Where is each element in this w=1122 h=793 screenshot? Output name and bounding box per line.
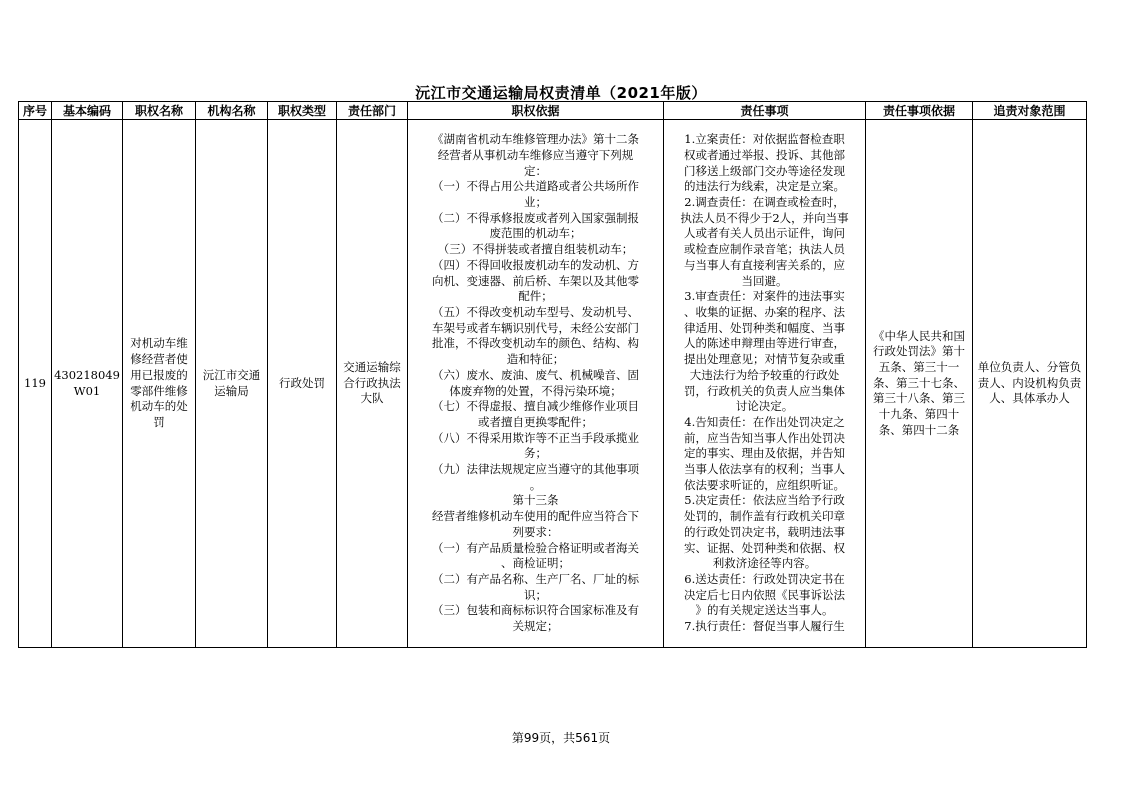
- basis-text-line: （四）不得回收报废机动车的发动机、方: [432, 257, 639, 272]
- basis-text-line: 业；: [524, 195, 547, 210]
- duty-text-line: 、收集的证据、办案的程序、法: [684, 304, 845, 319]
- header-code: 基本编码: [52, 102, 123, 120]
- header-org-name: 机构名称: [196, 102, 268, 120]
- basis-text-line: （三）不得拼装或者擅自组装机动车；: [437, 242, 634, 257]
- header-duty-basis: 责任事项依据: [866, 102, 973, 120]
- document-title: 沅江市交通运输局权责清单（2021年版）: [415, 84, 707, 102]
- basis-text-line: （九）法律法规规定应当遵守的其他事项: [432, 462, 639, 477]
- header-basis: 职权依据: [408, 102, 664, 120]
- basis-text-line: 识；: [524, 587, 547, 602]
- header-department: 责任部门: [337, 102, 408, 120]
- duty-text-line: 4.告知责任：在作出处罚决定之: [684, 414, 845, 429]
- basis-text-line: 务；: [524, 446, 547, 461]
- duty-text-line: 当事人依法享有的权利；当事人: [684, 462, 845, 477]
- table-header-row: [19, 102, 1087, 120]
- duty-text-line: 的违法行为线索，决定是立案。: [684, 179, 845, 194]
- duty-text-line: 权或者通过举报、投诉、其他部: [684, 147, 845, 162]
- basis-text-line: （七）不得虚报、擅自减少维修作业项目: [432, 399, 639, 414]
- duty-text-line: 讨论决定。: [735, 399, 794, 414]
- basis-text-line: 或者擅自更换零配件；: [478, 414, 593, 429]
- basis-text-line: 定：: [524, 163, 547, 178]
- cell-power-name: 对机动车维修经营者使用已报废的零部件维修机动车的处罚: [123, 120, 196, 648]
- basis-text-line: 经营者维修机动车使用的配件应当符合下: [432, 509, 639, 524]
- cell-org-name: 沅江市交通运输局: [196, 120, 268, 648]
- duty-text-line: 依法要求听证的，应组织听证。: [684, 477, 845, 492]
- duty-text-line: 实、证据、处罚种类和依据、权: [684, 540, 845, 555]
- duty-text-line: 当回避。: [741, 273, 788, 288]
- basis-text-line: 《湖南省机动车维修管理办法》第十二条: [432, 132, 639, 147]
- duty-text-line: 5.决定责任：依法应当给予行政: [684, 493, 845, 508]
- basis-text-line: （一）不得占用公共道路或者公共场所作: [432, 179, 639, 194]
- header-accountability: 追责对象范围: [973, 102, 1087, 120]
- cell-seq: 119: [19, 120, 52, 648]
- basis-text-line: 废范围的机动车；: [489, 226, 582, 241]
- duty-text-line: 提出处理意见；对情节复杂或重: [684, 352, 845, 367]
- header-power-name: 职权名称: [123, 102, 196, 120]
- basis-text-line: （五）不得改变机动车型号、发动机号、: [432, 304, 639, 319]
- duty-text-line: 罚，行政机关的负责人应当集体: [684, 383, 845, 398]
- duty-list-table: [18, 101, 1087, 648]
- duty-text-line: 处罚的，制作盖有行政机关印章: [684, 509, 845, 524]
- duty-text-line: 人或者有关人员出示证件，询问: [684, 226, 845, 241]
- basis-text-line: 第十三条: [512, 493, 559, 508]
- header-duty-items: 责任事项: [664, 102, 866, 120]
- header-seq: 序号: [19, 102, 52, 120]
- duty-text-line: 》的有关规定送达当事人。: [695, 603, 834, 618]
- basis-text-line: （八）不得采用欺诈等不正当手段承揽业: [432, 430, 639, 445]
- basis-text-line: 车架号或者车辆识别代号，未经公安部门: [432, 320, 639, 335]
- duty-text-line: 2.调查责任：在调查或检查时，: [684, 195, 845, 210]
- duty-text-line: 1.立案责任：对依据监督检查职: [684, 132, 845, 147]
- duty-text-line: 前，应当告知当事人作出处罚决: [684, 430, 845, 445]
- cell-department: 交通运输综合行政执法大队: [337, 120, 408, 648]
- duty-text-line: 的行政处罚决定书，载明违法事: [684, 524, 845, 539]
- duty-text-line: 或检查应制作录音笔；执法人员: [684, 242, 845, 257]
- cell-duty-basis: 《中华人民共和国行政处罚法》第十五条、第三十一条、第三十七条、第三十八条、第三十九条、第四十条、第四十二条: [866, 120, 973, 648]
- cell-basis: [408, 120, 664, 648]
- basis-text-line: 向机、变速器、前后桥、车架以及其他零: [432, 273, 639, 288]
- basis-text-line: 。: [529, 477, 542, 492]
- duty-text-line: 律适用、处罚种类和幅度、当事: [684, 320, 845, 335]
- basis-text-line: （二）有产品名称、生产厂名、厂址的标: [432, 571, 639, 586]
- duty-text-line: 利救济途径等内容。: [712, 556, 817, 571]
- basis-text-line: 配件；: [518, 289, 553, 304]
- duty-text-line: 7.执行责任：督促当事人履行生: [684, 619, 845, 634]
- duty-text-line: 执法人员不得少于2人，并向当事: [680, 210, 849, 225]
- duty-text-line: 门移送上级部门交办等途径发现: [684, 163, 845, 178]
- header-power-type: 职权类型: [268, 102, 337, 120]
- basis-text-line: （二）不得承修报废或者列入国家强制报: [432, 210, 639, 225]
- basis-text-line: 、商检证明；: [501, 556, 570, 571]
- cell-accountability: 单位负责人、分管负责人、内设机构负责人、具体承办人: [973, 120, 1087, 648]
- duty-text-line: 6.送达责任：行政处罚决定书在: [684, 571, 845, 586]
- cell-code: 430218049W01: [52, 120, 123, 648]
- duty-text-line: 与当事人有直接利害关系的，应: [684, 257, 845, 272]
- page-number: 第99页，共561页: [511, 731, 611, 745]
- duty-text-line: 定的事实、理由及依据，并告知: [684, 446, 845, 461]
- basis-text-line: 体废弃物的处置，不得污染环境；: [449, 383, 622, 398]
- basis-text-line: 列要求：: [512, 524, 559, 539]
- basis-text-line: 关规定；: [512, 619, 559, 634]
- basis-text-line: 造和特征；: [506, 352, 565, 367]
- cell-power-type: 行政处罚: [268, 120, 337, 648]
- duty-text-line: 人的陈述申辩理由等进行审查，: [684, 336, 845, 351]
- basis-text-line: 经营者从事机动车维修应当遵守下列规: [437, 147, 634, 162]
- duty-text-line: 决定后七日内依照《民事诉讼法: [684, 587, 845, 602]
- basis-text-line: （六）废水、废油、废气、机械噪音、固: [432, 367, 639, 382]
- basis-text-line: （一）有产品质量检验合格证明或者海关: [432, 540, 639, 555]
- basis-text-line: 批准，不得改变机动车的颜色、结构、构: [432, 336, 639, 351]
- duty-text-line: 3.审查责任：对案件的违法事实: [684, 289, 845, 304]
- table-row: [19, 120, 1087, 648]
- duty-text-line: 大违法行为给予较重的行政处: [689, 367, 840, 382]
- cell-duty-items: [664, 120, 866, 648]
- basis-text-line: （三）包装和商标标识符合国家标准及有: [432, 603, 639, 618]
